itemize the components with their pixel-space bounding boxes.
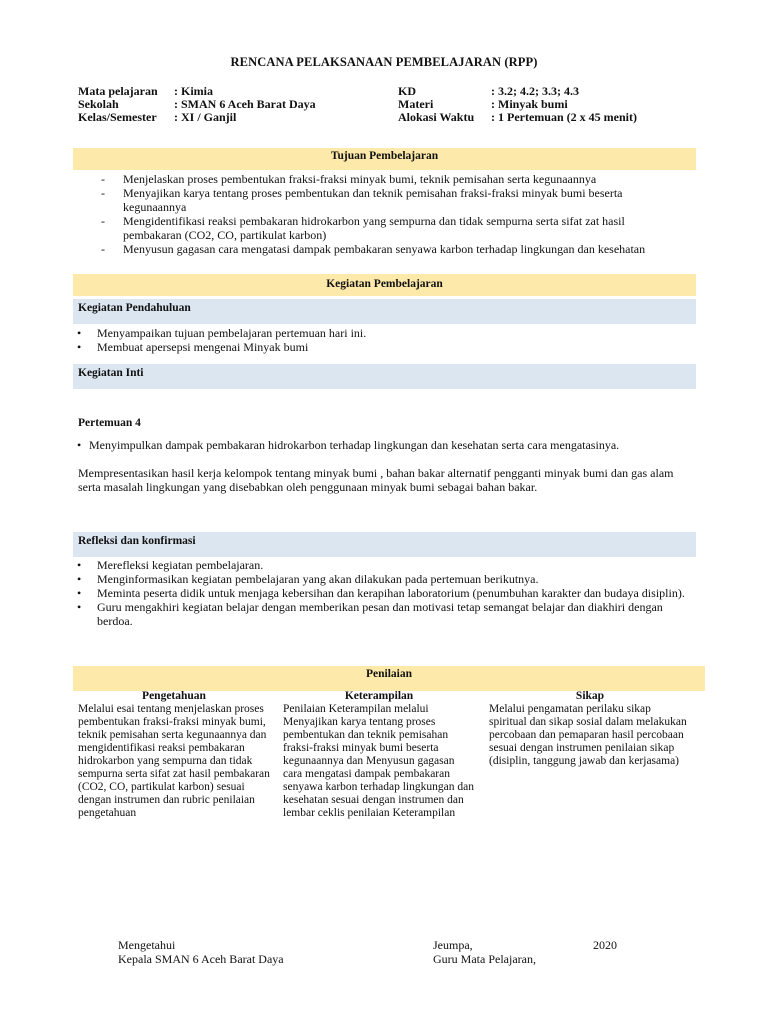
meta-value: : 1 Pertemuan (2 x 45 menit) <box>491 110 637 124</box>
pendahuluan-heading: Kegiatan Pendahuluan <box>73 299 696 324</box>
document-title: RENCANA PELAKSANAAN PEMBELAJARAN (RPP) <box>230 55 538 69</box>
tujuan-heading: Tujuan Pembelajaran <box>73 148 696 170</box>
meta-value: : Kimia <box>174 84 213 98</box>
meta-label: Materi <box>398 97 434 111</box>
list-item: • Menyimpulkan dampak pembakaran hidrokarbon terhadap lingkungan dan kesehatan serta cara mengatasinya. <box>75 438 635 452</box>
meta-label: Mata pelajaran <box>78 84 158 98</box>
list-item: - Menjelaskan proses pembentukan fraksi-fraksi minyak bumi, teknik pemisahan serta kegunaannya <box>101 172 681 186</box>
signature-left-line2: Kepala SMAN 6 Aceh Barat Daya <box>118 952 284 966</box>
list-item: • Membuat apersepsi mengenai Minyak bumi <box>75 340 675 354</box>
column-title: Sikap <box>575 690 605 702</box>
column-text: Melalui pengamatan perilaku sikap spiritual dan sikap sosial dalam melakukan percobaan dan pemaparan hasil percobaan sesuai dengan instrumen penilaian sikap (disiplin, tanggung jawab dan kerjasama) <box>489 703 687 767</box>
penilaian-heading: Penilaian <box>73 666 705 691</box>
list-item: - Menyajikan karya tentang proses pembentukan dan teknik pemisahan fraksi-fraksi minyak bumi beserta kegunaannya <box>101 186 681 214</box>
list-item: • Menyampaikan tujuan pembelajaran pertemuan hari ini. <box>75 326 675 340</box>
refleksi-list <box>75 558 687 628</box>
meta-value: : SMAN 6 Aceh Barat Daya <box>174 97 316 111</box>
list-item: • Guru mengakhiri kegiatan belajar dengan memberikan pesan dan motivasi tetap semangat belajar dan diakhiri dengan berdoa. <box>75 600 687 628</box>
column-text: Melalui esai tentang menjelaskan proses pembentukan fraksi-fraksi minyak bumi, teknik pemisahan serta kegunaannya dan mengidentifikasi reaksi pembakaran hidrokarbon yang sempurna dan tidak sempurna serta sifat zat hasil pembakaran (CO2, CO, partikulat karbon) sesuai dengan instrumen dan rubric penilaian pengetahuan <box>78 703 270 819</box>
signature-place: Jeumpa, <box>433 938 473 952</box>
list-item: • Meminta peserta didik untuk menjaga kebersihan dan kerapihan laboratorium (penumbuhan karakter dan budaya disiplin). <box>75 586 687 600</box>
meta-left <box>78 85 378 127</box>
tujuan-list <box>101 172 681 256</box>
list-item: • Merefleksi kegiatan pembelajaran. <box>75 558 687 572</box>
list-item: - Menyusun gagasan cara mengatasi dampak pembakaran senyawa karbon terhadap lingkungan dan kesehatan <box>101 242 681 256</box>
column-title: Keterampilan <box>344 690 414 702</box>
meta-label: Kelas/Semester <box>78 110 157 124</box>
meta-value: : 3.2; 4.2; 3.3; 4.3 <box>491 84 579 98</box>
pendahuluan-list <box>75 326 675 354</box>
inti-paragraph: Mempresentasikan hasil kerja kelompok tentang minyak bumi , bahan bakar alternatif pengganti minyak bumi dan gas alam serta masalah lingkungan yang disebabkan oleh penggunaan minyak bumi sebagai bahan bakar. <box>78 466 674 494</box>
penilaian-col-sikap <box>489 690 691 768</box>
list-item: • Menginformasikan kegiatan pembelajaran yang akan dilakukan pada pertemuan berikutnya. <box>75 572 687 586</box>
meta-label: KD <box>398 84 416 98</box>
kegiatan-heading: Kegiatan Pembelajaran <box>73 274 696 296</box>
penilaian-col-pengetahuan <box>78 690 270 820</box>
inti-heading: Kegiatan Inti <box>73 364 696 389</box>
refleksi-heading: Refleksi dan konfirmasi <box>73 532 696 557</box>
pertemuan-label: Pertemuan 4 <box>78 417 141 429</box>
column-text: Penilaian Keterampilan melalui Menyajikan karya tentang proses pembentukan dan teknik pemisahan fraksi-fraksi minyak bumi beserta kegunaannya dan Menyusun gagasan cara mengatasi dampak pembakaran senyawa karbon terhadap lingkungan dan kesehatan sesuai dengan instrumen dan lembar ceklis penilaian Keterampilan <box>283 703 474 819</box>
column-title: Pengetahuan <box>142 690 206 702</box>
penilaian-col-keterampilan <box>283 690 475 820</box>
meta-label: Alokasi Waktu <box>398 110 475 124</box>
meta-right <box>398 85 698 127</box>
meta-label: Sekolah <box>78 97 119 111</box>
signature-year: 2020 <box>593 938 617 952</box>
inti-list <box>75 438 635 452</box>
meta-value: : Minyak bumi <box>491 97 568 111</box>
signature-right-line2: Guru Mata Pelajaran, <box>433 952 536 966</box>
meta-value: : XI / Ganjil <box>174 110 237 124</box>
list-item: - Mengidentifikasi reaksi pembakaran hidrokarbon yang sempurna dan tidak sempurna serta sifat zat hasil pembakaran (CO2, CO, partikulat karbon) <box>101 214 681 242</box>
signature-left-line1: Mengetahui <box>118 938 176 952</box>
